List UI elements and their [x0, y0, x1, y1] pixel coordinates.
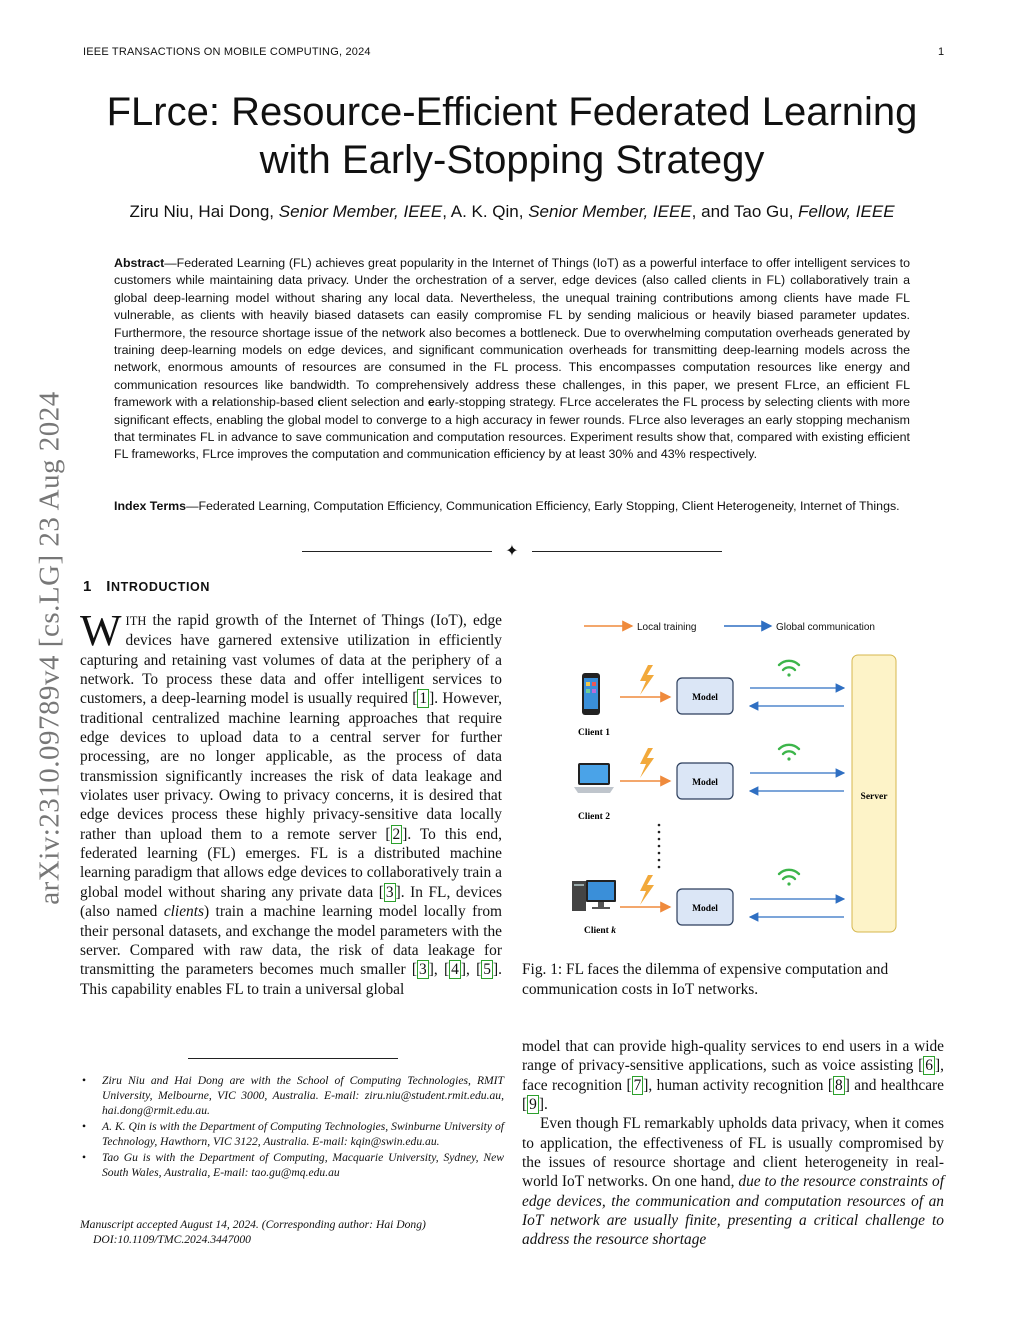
divider-ornament-icon: ✦: [505, 541, 519, 560]
index-terms: [114, 498, 910, 515]
section-title-initial: I: [106, 578, 112, 595]
section-heading: [83, 578, 210, 595]
server-label: Server: [860, 792, 888, 802]
figure-caption: Fig. 1: FL faces the dilemma of expensive computation and communication costs in IoT networks.: [522, 961, 889, 998]
citation-link[interactable]: 7: [633, 1076, 642, 1094]
manuscript-doi: DOI:10.1109/TMC.2024.3447000: [93, 1233, 251, 1246]
lightning-icon: [640, 875, 654, 905]
citation-link[interactable]: 3: [385, 883, 394, 901]
divider-line-right: [532, 551, 722, 552]
abstract-bold-c: c: [317, 395, 325, 410]
section-title-rest: NTRODUCTION: [111, 580, 210, 594]
intro-text-1: the rapid growth of the Internet of Things (IoT), edge devices have garnered extensive utilization in efficiently capturing and retaining vast volumes of data at the periphery of a network. To process these data and offer intelligent services to customers, a deep-learning model is usually required: [80, 612, 502, 708]
index-terms-label: Index Terms: [114, 499, 187, 513]
abstract-bold-e: e: [427, 395, 435, 410]
italic-emphasis: due to the resource constraints of edge devices, the communication and computation resources of an IoT network are usually finite, presenting a critical challenge to address the resource shortage: [522, 1173, 944, 1249]
figure-fl-diagram: [522, 605, 944, 945]
footnote-item: • Ziru Niu and Hai Dong are with the School of Computing Technologies, RMIT University, Melbourne, VIC 3000, Australia. E-mail: ziru.niu@student.rmit.edu.au, hai.dong@rmit.edu.au.: [80, 1073, 504, 1118]
abstract-text-1: —Federated Learning (FL) achieves great popularity in the Internet of Things (IoT) as a powerful interface to offer intelligent services to customers while maintaining data privacy. Under the orchestration of a server, edge devices (also called clients in FL) collaboratively train a global deep-learning model without sharing any local data. Nevertheless, the unequal training contributions among clients have made FL vulnerable, as clients with heavily biased datasets can easily compromise FL by sending malicious or heavily biased parameter updates. Furthermore, the resource shortage issue of the network also becomes a bottleneck. Due to overwhelming computation overheads generated by training deep-learning models on edge devices, and significant communication overheads for transmitting deep-learning models across the network, enormous amounts of resources are consumed in the FL process. This encompasses computation resources like energy and communication resources like bandwidth. To comprehensively address these challenges, in this paper, we present FLrce, an efficient FL framework with a: [114, 256, 910, 410]
abstract: [114, 255, 910, 464]
manuscript-note: [80, 1217, 504, 1247]
legend-local-label: Local training: [637, 622, 697, 633]
citation-link[interactable]: 4: [451, 961, 459, 979]
running-head: IEEE TRANSACTIONS ON MOBILE COMPUTING, 2024: [83, 46, 371, 58]
model-label: Model: [692, 778, 718, 788]
author-names-3: , and Tao Gu,: [691, 202, 799, 221]
author-role-2: Senior Member, IEEE: [528, 202, 692, 221]
citation-link[interactable]: 9: [529, 1096, 537, 1114]
divider-line-left: [302, 551, 492, 552]
intro-paragraph: WITH the rapid growth of the Internet of Things (IoT), edge devices have garnered extensive utilization in efficiently capturing and retaining vast volumes of data at the periphery of a network. To process these data and offer intelligent services to customers, a deep-learning model is usually required [ 1 ]. However, traditional centralized machine learning approaches that require edge devices to upload data to a central server for further processing, are no longer applicable, as the process of data transmission significantly increases the risk of data leakage and violates user privacy. Owing to privacy concerns, it is desired that edge devices process these highly privacy-sensitive data locally rather than upload them to a remote server [ 2 ]. To this end, federated learning (FL) emerges. FL is a distributed machine learning paradigm that allows edge devices to collaboratively train a global model without sharing any private data [ 3 ]. In FL, devices (also named clients) train a machine learning model locally from their personal datasets, and exchange the model parameters with the server. Compared with raw data, the risk of data leakage for transmitting the parameters becomes much smaller [ 3 ], [ 4 ], [ 5 ]. This capability enables FL to train a universal global: [80, 606, 503, 998]
intro-text-3: . To this end, federated learning (FL) emerges. FL is a distributed machine learning paradigm that allows edge devices to collaboratively train a global model without sharing any private data: [80, 825, 502, 901]
abstract-bold-r: r: [211, 395, 217, 410]
author-names-1: Ziru Niu, Hai Dong,: [129, 202, 279, 221]
footnotes: [80, 1073, 504, 1181]
client-1-label: Client 1: [578, 728, 610, 738]
title-line-1: FLrce: Resource-Efficient Federated Learning: [106, 90, 918, 134]
author-names-2: , A. K. Qin,: [442, 202, 529, 221]
citation-link[interactable]: 3: [419, 961, 427, 979]
citation-link[interactable]: 5: [483, 961, 491, 979]
client-row-k: [572, 870, 844, 936]
section-number: 1: [83, 578, 92, 595]
client-row-1: [578, 661, 844, 738]
footnote-rule: [188, 1058, 398, 1059]
abstract-text-2: elationship-based: [216, 395, 318, 410]
model-label: Model: [692, 693, 718, 703]
intro-clients-italic: clients: [163, 903, 204, 921]
intro-text-2: . However, traditional centralized machine learning approaches that require edge devices to upload data to a central server for further processing, are no longer applicable, as the process of data transmission significantly increases the risk of data leakage and violates user privacy. Owing to privacy concerns, it is desired that edge devices process these highly privacy-sensitive data locally rather than upload them to a remote server: [80, 690, 502, 843]
drop-cap: W: [80, 606, 122, 655]
footnote-item: • A. K. Qin is with the Department of Computing Technologies, Swinburne University of Technology, Hawthorn, VIC 3122, Australia. E-mail: kqin@swin.edu.au.: [80, 1119, 504, 1149]
paper-title: [60, 88, 964, 184]
citation-link[interactable]: 8: [835, 1076, 843, 1094]
citation-link[interactable]: 2: [392, 825, 401, 843]
footnote-item: • Tao Gu is with the Department of Computing, Macquarie University, Sydney, New South Wales, Australia, E-mail: tao.gu@mq.edu.au: [80, 1150, 504, 1180]
lightning-icon: [640, 665, 654, 695]
paragraph: Even though FL remarkably upholds data privacy, when it comes to application, the effectiveness of FL is usually compromised by the issues of resource shortage and client heterogeneity in real-world IoT networks. On one hand, due to the resource constraints of edge devices, the communication and computation resources of an IoT network are usually finite, presenting a critical challenge to address the resource shortage: [522, 1115, 944, 1249]
client-2-label: Client 2: [578, 812, 610, 822]
abstract-text-3: lient selection and: [324, 395, 428, 410]
citation-link[interactable]: 1: [419, 690, 428, 708]
abstract-label: Abstract: [114, 256, 165, 270]
model-label: Model: [692, 904, 718, 914]
title-line-2: with Early-Stopping Strategy: [259, 138, 765, 182]
manuscript-line-1: Manuscript accepted August 14, 2024. (Corresponding author: Hai Dong): [80, 1218, 426, 1231]
intro-text-5: ) train a machine learning model locally from their personal datasets, and exchange the model parameters with the server. Compared with raw data, the risk of data leakage for transmitting the parameters becomes much smaller: [80, 903, 503, 979]
author-list: [60, 202, 964, 222]
client-row-2: [574, 745, 844, 822]
legend-global-label: Global communication: [776, 622, 875, 633]
client-k-label: Client k: [584, 926, 616, 936]
arxiv-stamp-text: arXiv:2310.09789v4 [cs.LG] 23 Aug 2024: [33, 391, 66, 905]
wifi-icon: [779, 745, 799, 761]
ellipsis-dots: [658, 824, 661, 869]
arxiv-stamp: [30, 348, 70, 948]
abstract-text-4: arly-stopping strategy. FLrce accelerates the FL process by selecting clients with more significant effects, enabling the global model to converge to a high accuracy in fewer rounds. FLrce also leverages an early stopping mechanism that terminates FL in advance to save communication and computation resources. Experiment results show that, compared with existing efficient FL frameworks, FLrce improves the computation and communication efficiency by at least 30% and 43% respectively.: [114, 395, 910, 462]
intro-text-6: . This capability enables FL to train a universal global: [80, 961, 502, 998]
paragraph: model that can provide high-quality services to end users in a wide range of privacy-sensitive applications, such as voice assisting [ 6 ], face recognition [ 7 ], human activity recognition [ 8 ] and healthcare [ 9 ].: [522, 1038, 945, 1114]
author-role-1: Senior Member, IEEE: [278, 202, 443, 221]
wifi-icon: [779, 870, 799, 886]
intro-smallcaps: ITH: [125, 614, 147, 628]
intro-text-4: . In FL, devices (also named: [80, 883, 503, 921]
wifi-icon: [779, 661, 799, 677]
section-divider: [302, 541, 722, 561]
author-role-3: Fellow, IEEE: [798, 202, 895, 221]
citation-link[interactable]: 6: [925, 1057, 933, 1075]
index-terms-text: —Federated Learning, Computation Efficiency, Communication Efficiency, Early Stopping, Client Heterogeneity, Internet of Things.: [186, 499, 900, 513]
page-number: 1: [938, 46, 945, 58]
right-column-text: [522, 1037, 944, 1250]
lightning-icon: [640, 748, 654, 778]
